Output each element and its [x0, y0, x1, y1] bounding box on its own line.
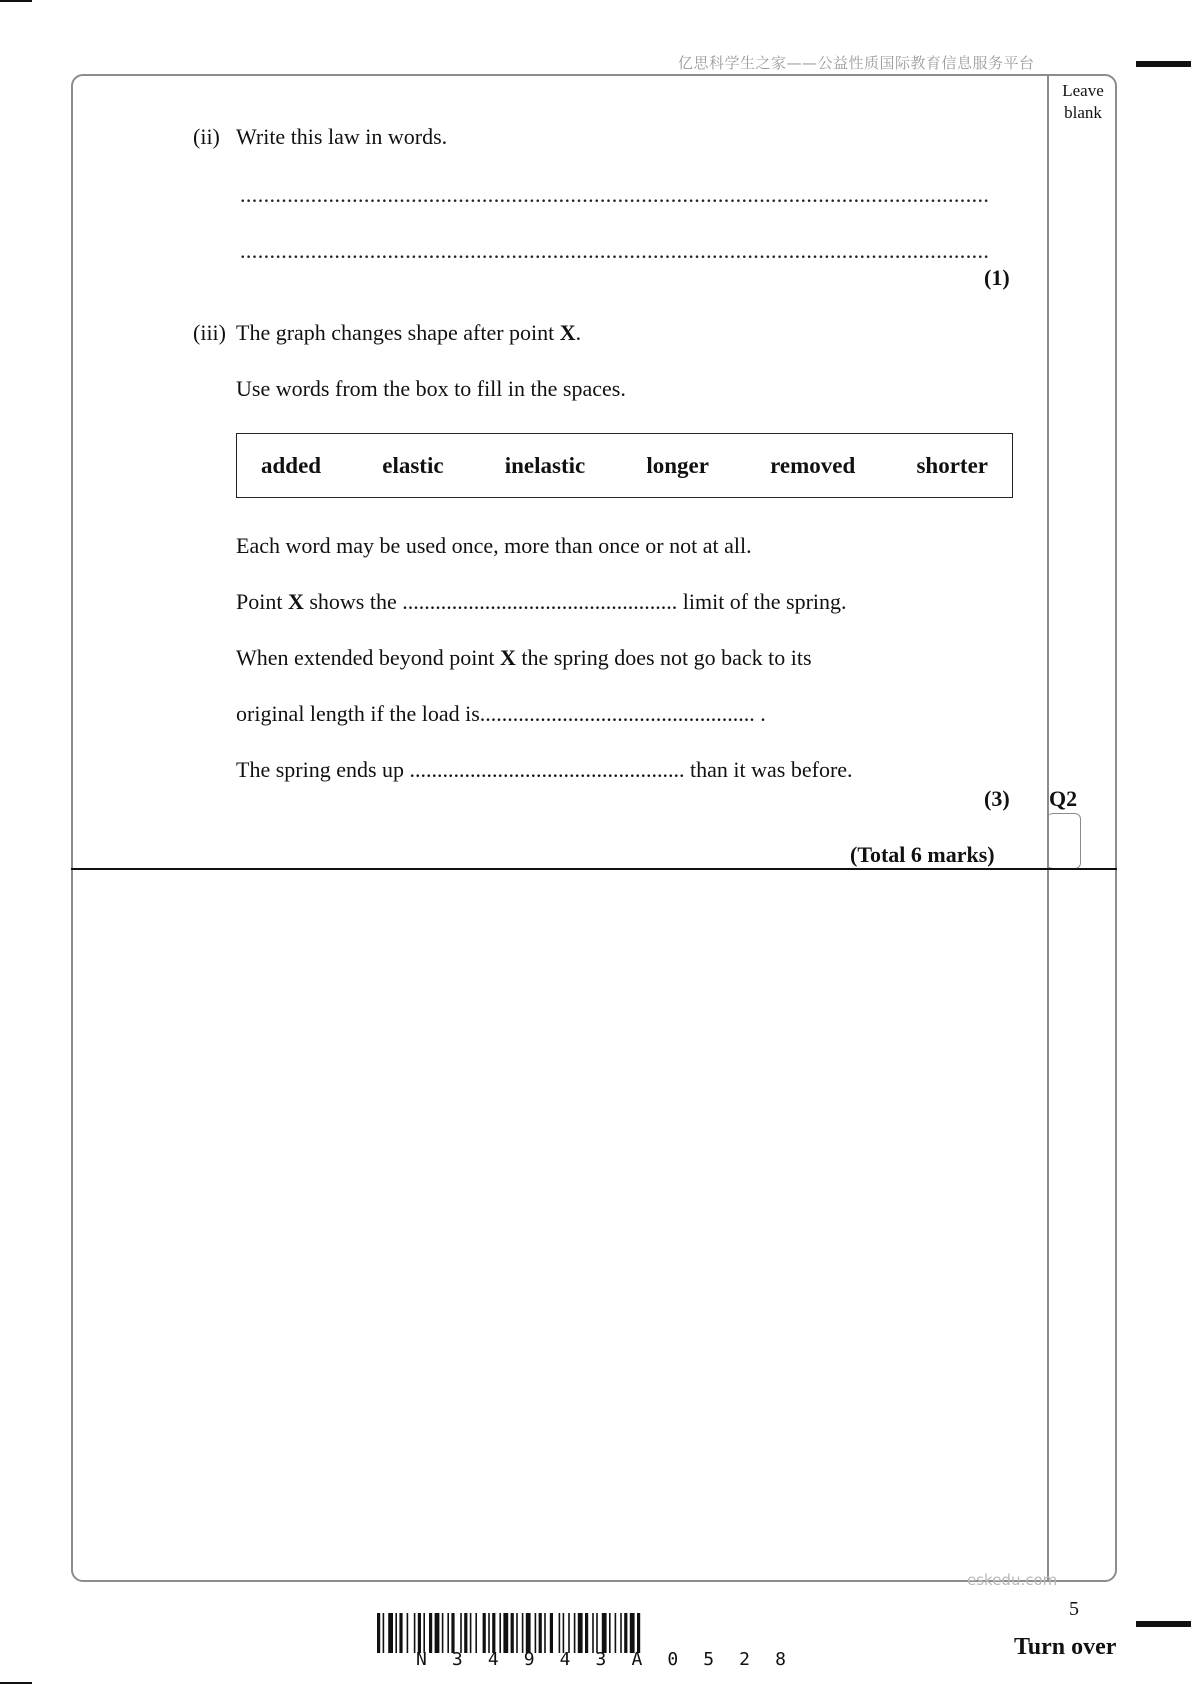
barcode-digit: 4 [487, 1649, 499, 1670]
blank-2[interactable]: .................................................. [479, 701, 755, 726]
barcode-digit: 8 [775, 1649, 786, 1670]
answer-line-2[interactable]: ............................................................................................................................... [240, 238, 990, 263]
sentence-4-post: than it was before. [684, 757, 853, 782]
sentence-1-post: limit of the spring. [677, 589, 847, 614]
word-removed: removed [770, 452, 856, 478]
score-box[interactable] [1047, 813, 1081, 869]
sentence-2-post: the spring does not go back to its [515, 645, 812, 670]
barcode-digit: A [631, 1649, 643, 1670]
sentence-1 [236, 589, 847, 615]
barcode-digit: 0 [667, 1649, 679, 1670]
sentence-1-point: X [287, 589, 304, 614]
part-iii-marks: (3) [984, 786, 1010, 811]
blank-3[interactable]: .................................................. [409, 757, 685, 782]
barcode-digit: 4 [559, 1649, 571, 1670]
barcode-digits [416, 1649, 786, 1670]
part-iii-instruction: Use words from the box to fill in the spaces. [236, 376, 626, 401]
word-box [236, 433, 1013, 498]
turn-over-label: Turn over [1014, 1634, 1117, 1660]
part-iii-prompt-text: The graph changes shape after point [236, 320, 560, 345]
word-longer: longer [646, 452, 709, 478]
corner-tick-top-left [0, 0, 32, 2]
question-ref-label: Q2 [1049, 786, 1078, 811]
question-divider [71, 868, 1117, 870]
corner-tick-top-right [1136, 61, 1191, 67]
header-watermark: 亿思科学生之家——公益性质国际教育信息服务平台 [678, 54, 1035, 72]
word-added: added [261, 452, 322, 478]
word-inelastic: inelastic [504, 452, 586, 478]
barcode-digit: 5 [703, 1649, 715, 1670]
part-iii-prompt-end: . [575, 320, 582, 345]
sentence-4 [236, 757, 853, 783]
part-iii-label: (iii) [193, 320, 226, 345]
part-ii-label: (ii) [193, 124, 220, 149]
word-elastic: elastic [382, 452, 444, 478]
word-shorter: shorter [916, 452, 988, 478]
barcode-image [377, 1613, 809, 1653]
sentence-2 [236, 645, 812, 671]
blank-1[interactable]: .................................................. [402, 589, 678, 614]
barcode-digit: 2 [739, 1649, 750, 1670]
page-number: 5 [1069, 1598, 1079, 1620]
sentence-1-mid: shows the [303, 589, 403, 614]
barcode-digit: N [416, 1649, 427, 1670]
total-marks: (Total 6 marks) [850, 842, 995, 867]
barcode-digit: 3 [595, 1649, 607, 1670]
barcode-digit: 9 [523, 1649, 535, 1670]
page-frame [71, 74, 1117, 1582]
sentence-4-pre: The spring ends up [236, 757, 410, 782]
part-ii-prompt: Write this law in words. [236, 124, 448, 149]
leave-blank-label: Leave blank [1062, 81, 1104, 122]
sentence-2-point: X [499, 645, 516, 670]
sentence-3-pre: original length if the load is [236, 701, 480, 726]
sentence-3 [236, 701, 766, 727]
corner-tick-bottom-right [1136, 1621, 1191, 1627]
sentence-3-post: . [754, 701, 766, 726]
part-iii-prompt [236, 320, 581, 346]
point-x-label: X [559, 320, 576, 345]
part-ii-marks: (1) [984, 265, 1010, 290]
word-usage-note: Each word may be used once, more than once or not at all. [236, 533, 752, 558]
sentence-2-pre: When extended beyond point [236, 645, 500, 670]
barcode-digit: 3 [451, 1649, 463, 1670]
sentence-1-pre: Point [236, 589, 288, 614]
footer-watermark: eskedu.com [967, 1571, 1058, 1589]
answer-line-1[interactable]: ............................................................................................................................... [240, 182, 990, 207]
